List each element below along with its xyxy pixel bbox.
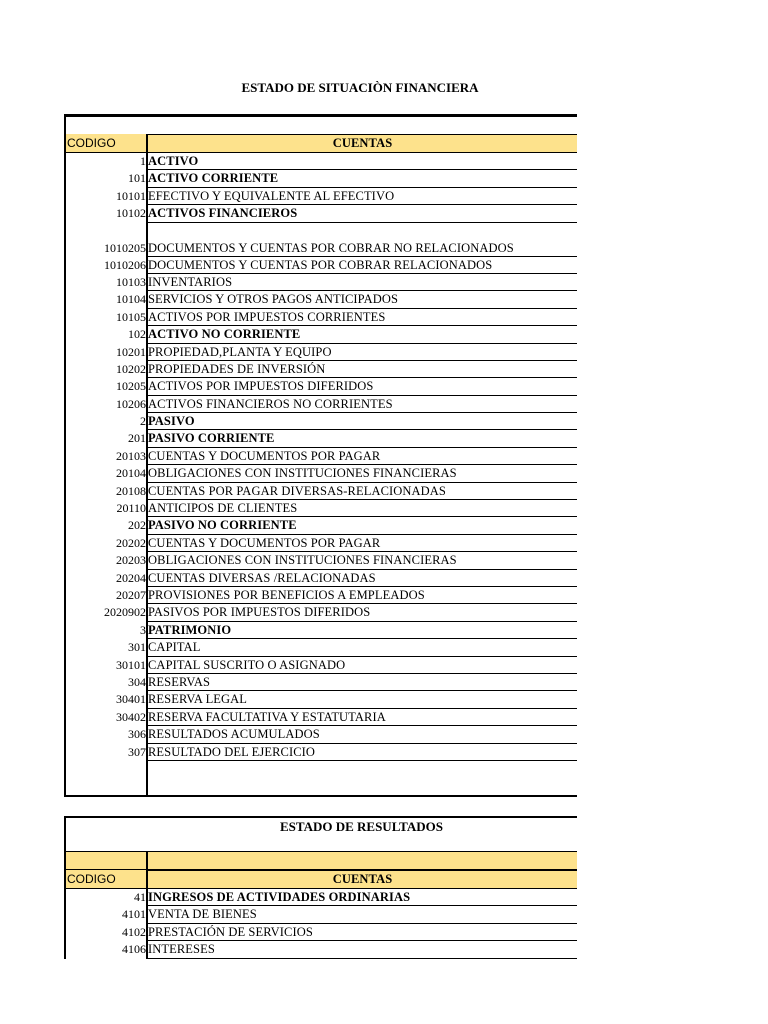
- income-column-header-row: [66, 870, 577, 889]
- account-code: 10202: [116, 361, 146, 376]
- account-code: 304: [128, 674, 146, 689]
- account-code: 301: [128, 640, 146, 655]
- table-row: [66, 257, 577, 274]
- table-row: [66, 535, 577, 552]
- account-code: 4106: [122, 942, 146, 957]
- account-name: DOCUMENTOS Y CUENTAS POR COBRAR NO RELACIONADOS: [146, 223, 577, 257]
- income-statement-title: ESTADO DE RESULTADOS: [66, 818, 577, 852]
- account-code: 2020902: [104, 605, 146, 620]
- account-name: RESERVA FACULTATIVA Y ESTATUTARIA: [146, 709, 577, 726]
- account-code: 30401: [116, 692, 146, 707]
- accounts-column-header: CUENTAS: [146, 134, 577, 153]
- account-code: 10104: [116, 292, 146, 307]
- account-name: ACTIVO NO CORRIENTE: [146, 326, 577, 343]
- table-row: [66, 570, 577, 587]
- account-code: 20203: [116, 553, 146, 568]
- account-code: 10205: [116, 379, 146, 394]
- account-code: 3: [140, 622, 146, 637]
- account-name: RESULTADOS ACUMULADOS: [146, 726, 577, 743]
- account-code: 2: [140, 414, 146, 429]
- account-name: EFECTIVO Y EQUIVALENTE AL EFECTIVO: [146, 188, 577, 205]
- account-name: PROVISIONES POR BENEFICIOS A EMPLEADOS: [146, 587, 577, 604]
- account-name: CUENTAS Y DOCUMENTOS POR PAGAR: [146, 448, 577, 465]
- account-name: PATRIMONIO: [146, 622, 577, 639]
- account-name: SERVICIOS Y OTROS PAGOS ANTICIPADOS: [146, 291, 577, 308]
- account-name: CAPITAL: [146, 639, 577, 656]
- account-code: 20104: [116, 466, 146, 481]
- account-code: 10201: [116, 344, 146, 359]
- table-row: [66, 744, 577, 761]
- account-code: 1: [140, 154, 146, 168]
- table-row: [66, 188, 577, 205]
- account-name: CUENTAS POR PAGAR DIVERSAS-RELACIONADAS: [146, 483, 577, 500]
- account-name: OBLIGACIONES CON INSTITUCIONES FINANCIERAS: [146, 465, 577, 482]
- account-name: DOCUMENTOS Y CUENTAS POR COBRAR RELACIONADOS: [146, 257, 577, 274]
- account-code: 4101: [122, 907, 146, 922]
- account-code: 20202: [116, 535, 146, 550]
- account-code: 4102: [122, 924, 146, 939]
- table-row: [66, 587, 577, 604]
- code-column-header: CODIGO: [66, 134, 146, 153]
- table-row: [66, 326, 577, 343]
- table-row: [66, 906, 577, 923]
- table-row: [66, 674, 577, 691]
- account-code: 1010206: [104, 257, 146, 272]
- balance-sheet-table: [64, 114, 577, 797]
- account-name: PASIVO NO CORRIENTE: [146, 517, 577, 534]
- account-code: 20207: [116, 587, 146, 602]
- income-header-spacer: [66, 852, 577, 870]
- account-name: ACTIVOS FINANCIEROS: [146, 205, 577, 222]
- table-row: [66, 430, 577, 447]
- account-code: 20108: [116, 483, 146, 498]
- table-row: [66, 691, 577, 708]
- account-name: PROPIEDAD,PLANTA Y EQUIPO: [146, 344, 577, 361]
- column-header-row: [66, 134, 577, 153]
- table-row: [66, 924, 577, 941]
- table-row: [66, 205, 577, 222]
- account-code: 307: [128, 744, 146, 759]
- table-row: [66, 941, 577, 958]
- table-row: [66, 309, 577, 326]
- account-name: INGRESOS DE ACTIVIDADES ORDINARIAS: [146, 889, 577, 906]
- account-name: RESULTADO DEL EJERCICIO: [146, 744, 577, 761]
- account-code: 30402: [116, 709, 146, 724]
- table-row: [66, 170, 577, 187]
- income-statement-table: [64, 816, 577, 959]
- table-row: [66, 274, 577, 291]
- table-row: [66, 639, 577, 656]
- account-name: CUENTAS Y DOCUMENTOS POR PAGAR: [146, 535, 577, 552]
- balance-sheet-rows: [66, 153, 577, 761]
- table-row: [66, 657, 577, 674]
- account-name: PROPIEDADES DE INVERSIÓN: [146, 361, 577, 378]
- account-name: OBLIGACIONES CON INSTITUCIONES FINANCIERAS: [146, 552, 577, 569]
- income-accounts-column-header: CUENTAS: [146, 870, 577, 889]
- table-row: [66, 291, 577, 308]
- account-name: CAPITAL SUSCRITO O ASIGNADO: [146, 657, 577, 674]
- account-code: 30101: [116, 657, 146, 672]
- account-name: ACTIVOS POR IMPUESTOS CORRIENTES: [146, 309, 577, 326]
- account-code: 101: [128, 171, 146, 186]
- account-name: INVENTARIOS: [146, 274, 577, 291]
- table-bottom-filler: [66, 761, 577, 795]
- account-name: PASIVO: [146, 413, 577, 430]
- account-code: 41: [134, 890, 146, 904]
- account-code: 10102: [116, 206, 146, 221]
- account-code: 102: [128, 327, 146, 342]
- table-row: [66, 344, 577, 361]
- table-row: [66, 517, 577, 534]
- table-row: [66, 223, 577, 257]
- table-row: [66, 396, 577, 413]
- table-row: [66, 709, 577, 726]
- account-code: 10105: [116, 309, 146, 324]
- table-row: [66, 153, 577, 170]
- table-row: [66, 361, 577, 378]
- account-name: PRESTACIÓN DE SERVICIOS: [146, 924, 577, 941]
- account-code: 20204: [116, 570, 146, 585]
- income-statement-rows: [66, 889, 577, 959]
- account-name: ANTICIPOS DE CLIENTES: [146, 500, 577, 517]
- account-name: CUENTAS DIVERSAS /RELACIONADAS: [146, 570, 577, 587]
- table-row: [66, 622, 577, 639]
- account-code: 20110: [116, 501, 146, 516]
- table-row: [66, 889, 577, 906]
- table-top-spacer: [66, 117, 577, 134]
- account-name: PASIVOS POR IMPUESTOS DIFERIDOS: [146, 604, 577, 621]
- account-code: 10101: [116, 188, 146, 203]
- account-name: ACTIVOS FINANCIEROS NO CORRIENTES: [146, 396, 577, 413]
- account-name: RESERVA LEGAL: [146, 691, 577, 708]
- account-code: 1010205: [104, 240, 146, 255]
- table-row: [66, 552, 577, 569]
- income-code-column-header: CODIGO: [66, 870, 146, 889]
- account-code: 201: [128, 431, 146, 446]
- table-row: [66, 726, 577, 743]
- account-name: ACTIVO CORRIENTE: [146, 170, 577, 187]
- account-code: 306: [128, 727, 146, 742]
- account-code: 10103: [116, 274, 146, 289]
- table-row: [66, 483, 577, 500]
- account-code: 202: [128, 518, 146, 533]
- account-name: ACTIVO: [146, 153, 577, 170]
- table-row: [66, 500, 577, 517]
- account-code: 10206: [116, 396, 146, 411]
- table-row: [66, 413, 577, 430]
- account-name: INTERESES: [146, 941, 577, 958]
- table-row: [66, 465, 577, 482]
- account-name: VENTA DE BIENES: [146, 906, 577, 923]
- account-code: 20103: [116, 448, 146, 463]
- table-row: [66, 378, 577, 395]
- account-name: PASIVO CORRIENTE: [146, 430, 577, 447]
- account-name: ACTIVOS POR IMPUESTOS DIFERIDOS: [146, 378, 577, 395]
- balance-sheet-title: ESTADO DE SITUACIÒN FINANCIERA: [241, 80, 479, 95]
- table-row: [66, 448, 577, 465]
- table-row: [66, 604, 577, 621]
- account-name: RESERVAS: [146, 674, 577, 691]
